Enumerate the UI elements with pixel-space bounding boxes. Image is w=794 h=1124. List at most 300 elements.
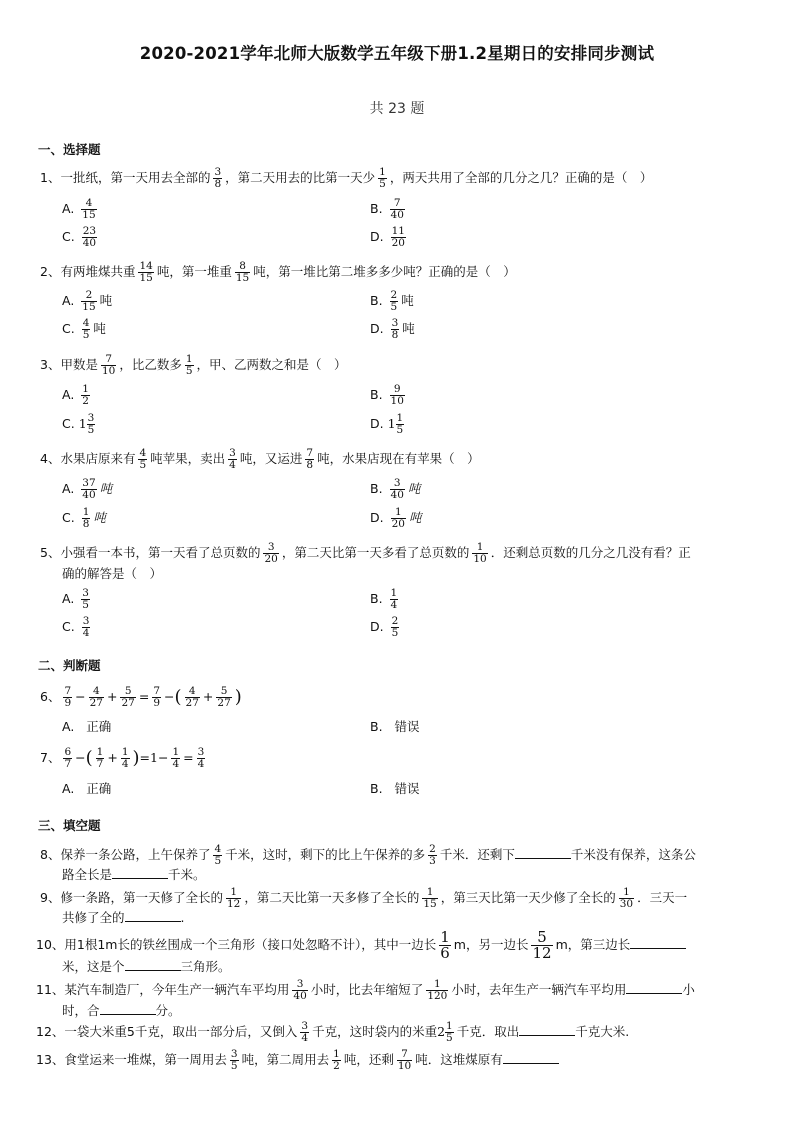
denominator: 10 <box>101 365 116 377</box>
fraction <box>391 226 406 249</box>
text-segment: 用1根1m长的铁丝围成一个三角形（接口处忽略不计），其中一边长 <box>64 937 437 952</box>
denominator: 5 <box>185 365 193 377</box>
option-a[interactable] <box>62 588 93 611</box>
fraction <box>216 686 231 709</box>
fraction <box>300 1021 309 1044</box>
denominator: 4 <box>229 459 236 471</box>
denominator: 40 <box>390 489 404 501</box>
denominator: 5 <box>446 1032 453 1044</box>
text-segment: 吨，又运进 <box>239 451 303 466</box>
fraction <box>89 686 104 709</box>
numerator: 1 <box>379 166 386 178</box>
denominator: 20 <box>391 237 405 249</box>
option-c[interactable] <box>62 226 100 249</box>
text-segment: B. <box>370 781 383 796</box>
denominator: 15 <box>423 898 437 910</box>
numerator: 9 <box>390 384 405 396</box>
denominator: 5 <box>82 599 89 611</box>
option-b[interactable] <box>370 198 408 221</box>
option-c[interactable] <box>62 318 106 341</box>
parenthesis: ( <box>85 747 93 769</box>
text-segment: C. <box>62 619 75 634</box>
numerator: 4 <box>139 447 147 459</box>
denominator: 4 <box>197 758 205 770</box>
numerator: 3 <box>292 979 307 991</box>
numerator: 3 <box>87 412 95 424</box>
answer-blank[interactable] <box>100 1002 156 1015</box>
text-segment: A. <box>62 201 75 216</box>
section-heading-choice: 一、选择题 <box>38 142 101 157</box>
fraction <box>391 507 406 530</box>
option-d[interactable] <box>370 507 421 530</box>
fraction <box>138 261 153 284</box>
text-segment: ，第二天比第一天多修了全长的 <box>244 890 420 905</box>
text-segment: 2、 <box>40 264 61 279</box>
text-segment: 正确 <box>86 781 112 796</box>
text-segment: 吨 <box>408 510 422 525</box>
text-segment: A. <box>62 719 75 734</box>
text-segment: m，另一边长 <box>453 937 529 952</box>
question-13 <box>36 1048 766 1072</box>
denominator: 30 <box>619 898 634 910</box>
text-segment: 修一条路，第一天修了全长的 <box>60 890 223 905</box>
text-segment: 13、 <box>36 1052 65 1067</box>
text-segment: 2 <box>437 1024 446 1039</box>
denominator: 8 <box>306 459 314 471</box>
denominator: 20 <box>391 518 405 530</box>
fraction <box>120 686 135 709</box>
fraction <box>230 1049 239 1072</box>
text-segment: 吨 <box>99 293 113 308</box>
option-a[interactable] <box>62 478 112 501</box>
numerator: 3 <box>263 542 278 554</box>
option-false[interactable] <box>370 717 420 735</box>
fraction <box>396 413 405 436</box>
option-b[interactable] <box>370 478 420 501</box>
fraction <box>391 318 400 341</box>
option-b[interactable] <box>370 588 401 611</box>
text-segment: 保养一条公路，上午保养了 <box>60 847 211 862</box>
question-2 <box>40 260 750 284</box>
fraction <box>445 1021 454 1044</box>
numerator: 7 <box>64 685 72 697</box>
text-segment: 1 <box>150 750 158 765</box>
answer-blank[interactable] <box>503 1051 559 1064</box>
fraction <box>185 686 200 709</box>
text-segment: ，第三天比第一天少修了全长的 <box>440 890 616 905</box>
section-heading-judge: 二、判断题 <box>38 658 101 673</box>
numerator: 37 <box>82 477 96 489</box>
numerator: 3 <box>391 317 399 329</box>
denominator: 27 <box>185 697 199 709</box>
numerator: 2 <box>390 289 398 301</box>
text-segment: 吨 <box>99 481 113 496</box>
text-segment: 吨，还剩 <box>343 1052 394 1067</box>
fraction <box>197 747 206 770</box>
numerator: 3 <box>230 1048 238 1060</box>
text-segment: 1 <box>387 416 396 431</box>
fraction <box>138 448 147 471</box>
numerator: 3 <box>229 447 236 459</box>
text-segment: D. <box>370 416 384 431</box>
numerator: 7 <box>153 685 161 697</box>
text-segment: 甲数是 <box>60 357 98 372</box>
denominator: 5 <box>391 627 399 639</box>
text-segment: A. <box>62 387 75 402</box>
text-segment: 路全长是 <box>62 867 113 882</box>
option-b[interactable] <box>370 384 408 407</box>
text-segment: 三角形。 <box>180 959 231 974</box>
numerator: 1 <box>82 506 90 518</box>
text-segment: 11、 <box>36 982 65 997</box>
question-1 <box>40 166 750 190</box>
answer-blank[interactable] <box>519 1023 575 1036</box>
text-segment: ，比乙数多 <box>119 357 182 372</box>
parenthesis: ( <box>174 686 182 708</box>
denominator: 10 <box>473 553 487 565</box>
denominator: 7 <box>64 758 72 770</box>
denominator: 5 <box>139 459 147 471</box>
fraction <box>390 478 405 501</box>
fraction <box>152 686 161 709</box>
text-segment: 吨 <box>407 481 421 496</box>
numerator: 1 <box>440 928 450 946</box>
question-5-line-2 <box>62 562 662 586</box>
fraction <box>96 747 105 770</box>
fraction <box>397 1049 412 1072</box>
numerator: 1 <box>121 746 129 758</box>
numerator: 3 <box>82 587 89 599</box>
text-segment: 5、 <box>40 545 61 560</box>
denominator: 15 <box>235 272 250 284</box>
denominator: 4 <box>82 627 90 639</box>
text-segment: C. <box>62 416 75 431</box>
text-segment: B. <box>370 293 383 308</box>
text-segment: 吨 <box>401 293 414 308</box>
fraction <box>82 616 91 639</box>
denominator: 7 <box>96 758 104 770</box>
option-a[interactable] <box>62 384 93 407</box>
text-segment: ．三天一 <box>637 890 688 905</box>
denominator: 2 <box>333 1060 340 1072</box>
text-segment: 某汽车制造厂，今年生产一辆汽车平均用 <box>64 982 290 997</box>
text-segment: 4、 <box>40 451 61 466</box>
denominator: 12 <box>532 944 552 962</box>
question-4 <box>40 447 750 471</box>
denominator: 15 <box>82 209 96 221</box>
text-segment: C. <box>62 229 75 244</box>
numerator: 14 <box>139 260 153 272</box>
option-c[interactable] <box>62 413 98 436</box>
numerator: 1 <box>390 587 398 599</box>
text-segment: 水果店原来有 <box>60 451 136 466</box>
denominator: 8 <box>82 518 90 530</box>
numerator: 3 <box>301 1020 309 1032</box>
text-segment: 6、 <box>40 689 61 704</box>
fraction <box>228 448 237 471</box>
fraction <box>63 747 72 770</box>
denominator: 5 <box>396 424 404 436</box>
text-segment: 千米，这时，剩下的比上午保养的多 <box>225 847 426 862</box>
denominator: 10 <box>390 395 404 407</box>
numerator: 8 <box>235 261 250 273</box>
text-segment: 10、 <box>36 937 65 952</box>
option-a[interactable] <box>62 290 112 313</box>
numerator: 1 <box>226 887 241 899</box>
numerator: 4 <box>89 686 104 698</box>
text-segment: 小时，去年生产一辆汽车平均用 <box>451 982 627 997</box>
fraction <box>81 384 90 407</box>
text-segment: ，第二天比第一天多看了总页数的 <box>281 545 470 560</box>
text-segment: 1 <box>78 416 87 431</box>
text-segment: 12、 <box>36 1024 65 1039</box>
denominator: 2 <box>82 395 89 407</box>
fraction <box>82 318 91 341</box>
numerator: 3 <box>214 166 222 178</box>
denominator: 15 <box>139 272 153 284</box>
numerator: 3 <box>390 478 405 490</box>
fraction <box>81 588 90 611</box>
text-segment: 小时，比去年缩短了 <box>310 982 424 997</box>
text-segment: 小强看一本书，第一天看了总页数的 <box>60 545 261 560</box>
text-segment: C. <box>62 321 75 336</box>
fraction <box>390 384 405 407</box>
fraction <box>390 588 399 611</box>
text-segment: B. <box>370 481 383 496</box>
fraction <box>121 747 130 770</box>
fraction <box>235 261 250 284</box>
numerator: 7 <box>101 354 116 366</box>
text-segment: 吨，水果店现在有苹果（ ） <box>317 451 480 466</box>
denominator: 40 <box>82 237 97 249</box>
text-segment: 米，这是个 <box>62 959 125 974</box>
numerator: 5 <box>216 686 231 698</box>
numerator: 2 <box>391 615 399 627</box>
text-segment: 吨 <box>93 321 106 336</box>
denominator: 5 <box>379 178 386 190</box>
fraction <box>63 686 72 709</box>
numerator: 23 <box>82 225 97 237</box>
numerator: 7 <box>390 198 405 210</box>
text-segment: 小 <box>682 982 695 997</box>
text-segment: A. <box>62 781 75 796</box>
text-segment: 8、 <box>40 847 61 862</box>
text-segment: 千米。 <box>168 867 206 882</box>
text-segment: A. <box>62 591 75 606</box>
option-a[interactable] <box>62 198 100 221</box>
option-c[interactable] <box>62 507 106 530</box>
fraction <box>81 478 96 501</box>
text-segment: 食堂运来一堆煤，第一周用去 <box>64 1052 227 1067</box>
question-text: 一批纸，第一天用去全部的 <box>60 170 211 185</box>
option-true[interactable] <box>62 779 111 797</box>
answer-blank[interactable] <box>112 866 168 879</box>
denominator: 4 <box>301 1032 309 1044</box>
denominator: 27 <box>89 697 103 709</box>
option-b[interactable] <box>370 290 414 313</box>
question-6: 6、 $\frac{7}{9}$ − $\frac{4}{27}$ + $\frac{5}{27}$ = $\frac{7}{9}$ −( $\frac{4}{27}$ + $\frac{5}{27}$ ) <box>40 685 242 709</box>
text-segment: 错误 <box>394 781 420 796</box>
fraction <box>390 290 399 313</box>
fraction <box>390 198 405 221</box>
text-segment: B. <box>370 591 383 606</box>
answer-blank[interactable] <box>626 981 682 994</box>
numerator: 6 <box>64 746 72 758</box>
fraction <box>213 167 222 190</box>
denominator: 27 <box>217 697 231 709</box>
text-segment: D. <box>370 510 384 525</box>
text-segment: 3、 <box>40 357 61 372</box>
denominator: 4 <box>121 758 129 770</box>
option-false[interactable] <box>370 779 420 797</box>
numerator: 2 <box>429 843 436 855</box>
parenthesis: ) <box>132 747 140 769</box>
fraction <box>101 354 116 377</box>
answer-blank[interactable] <box>125 909 181 922</box>
text-segment: D. <box>370 229 384 244</box>
text-segment: ，甲、乙两数之和是（ ） <box>196 357 347 372</box>
question-12 <box>36 1020 766 1044</box>
option-c[interactable] <box>62 616 93 639</box>
option-d[interactable] <box>370 616 402 639</box>
text-segment: 确的解答是（ ） <box>62 566 163 581</box>
text-segment: 吨，第一堆重 <box>156 264 232 279</box>
text-segment: 千米没有保养，这条公 <box>570 847 696 862</box>
text-segment: 千克，这时袋内的米重 <box>312 1024 438 1039</box>
text-segment: 吨 <box>93 510 106 525</box>
text-segment: A. <box>62 293 75 308</box>
numerator: 4 <box>185 686 200 698</box>
fraction <box>87 413 96 436</box>
text-segment: 时，合 <box>62 1003 100 1018</box>
answer-blank[interactable] <box>125 958 181 971</box>
fraction <box>171 747 180 770</box>
numerator: 1 <box>446 1020 453 1032</box>
denominator: 120 <box>427 990 448 1002</box>
numerator: 5 <box>120 686 135 698</box>
numerator: 3 <box>197 746 205 758</box>
text-segment: 错误 <box>394 719 420 734</box>
text-segment: 吨苹果，卖出 <box>150 451 226 466</box>
option-d[interactable] <box>370 413 407 436</box>
text-segment: 千米．还剩下 <box>439 847 515 862</box>
text-segment: 分。 <box>155 1003 181 1018</box>
denominator: 5 <box>390 301 398 313</box>
denominator: 27 <box>121 697 135 709</box>
numerator: 1 <box>396 412 404 424</box>
numerator: 2 <box>81 290 96 302</box>
denominator: 40 <box>82 489 96 501</box>
numerator: 4 <box>81 198 96 210</box>
question-9-line-2 <box>62 906 662 930</box>
option-d[interactable] <box>370 318 415 341</box>
question-text: ，第二天用去的比第一天少 <box>225 170 376 185</box>
document-title: 2020-2021学年北师大版数学五年级下册1.2星期日的安排同步测试 <box>139 44 655 63</box>
numerator: 1 <box>185 353 193 365</box>
fraction <box>81 198 96 221</box>
text-segment: 千克．取出 <box>456 1024 520 1039</box>
text-segment: A. <box>62 481 75 496</box>
numerator: 1 <box>391 507 406 519</box>
numerator: 1 <box>472 542 487 554</box>
numerator: 1 <box>619 887 634 899</box>
answer-blank[interactable] <box>630 936 686 949</box>
numerator: 4 <box>82 317 90 329</box>
numerator: 1 <box>82 383 89 395</box>
denominator: 5 <box>87 424 95 436</box>
denominator: 15 <box>82 301 96 313</box>
option-true[interactable] <box>62 717 111 735</box>
denominator: 8 <box>391 329 399 341</box>
denominator: 10 <box>397 1060 412 1072</box>
text-segment: 吨，第一堆比第二堆多多少吨？正确的是（ ） <box>253 264 516 279</box>
option-d[interactable] <box>370 226 409 249</box>
denominator: 5 <box>214 855 222 867</box>
numerator: 7 <box>397 1049 412 1061</box>
numerator: 3 <box>82 615 90 627</box>
question-text: ，两天共用了全部的几分之几？正确的是（ ） <box>389 170 653 185</box>
denominator: 4 <box>172 758 180 770</box>
denominator: 3 <box>429 855 436 867</box>
fraction <box>332 1049 341 1072</box>
question-count: 共 23 题 <box>369 101 425 117</box>
denominator: 5 <box>230 1060 238 1072</box>
numerator: 1 <box>333 1048 340 1060</box>
text-segment: ．还剩总页数的几分之几没有看？正 <box>490 545 691 560</box>
text-segment: 共修了全的 <box>62 910 125 925</box>
numerator: 1 <box>172 746 180 758</box>
text-segment: 正确 <box>86 719 112 734</box>
text-segment: m，第三边长 <box>555 937 631 952</box>
fraction <box>378 167 387 190</box>
answer-blank[interactable] <box>515 846 571 859</box>
numerator: 11 <box>391 225 405 237</box>
fraction <box>391 616 400 639</box>
fraction <box>305 448 314 471</box>
text-segment: 7、 <box>40 750 61 765</box>
denominator: 5 <box>82 329 90 341</box>
text-segment: 千克大米. <box>575 1024 630 1039</box>
denominator: 4 <box>390 599 398 611</box>
text-segment: B. <box>370 387 383 402</box>
text-segment: C. <box>62 510 75 525</box>
numerator: 4 <box>214 843 222 855</box>
question-3 <box>40 353 750 377</box>
text-segment: 9、 <box>40 890 61 905</box>
denominator: 12 <box>226 898 241 910</box>
denominator: 6 <box>440 944 450 962</box>
text-segment: 有两堆煤共重 <box>60 264 136 279</box>
question-7: 7、 $\frac{6}{7}$ −( $\frac{1}{7}$ + $\frac{1}{4}$ )=1− $\frac{1}{4}$ = $\frac{3}{4}$ <box>40 746 205 770</box>
numerator: 1 <box>426 979 448 991</box>
fraction <box>185 354 194 377</box>
numerator: 7 <box>306 447 314 459</box>
parenthesis: ) <box>234 686 242 708</box>
text-segment: 吨 <box>402 321 415 336</box>
question-8-line-2 <box>62 863 662 887</box>
text-segment: . <box>180 910 185 925</box>
text-segment: 一袋大米重5千克，取出一部分后，又倒入 <box>64 1024 298 1039</box>
text-segment: B. <box>370 719 383 734</box>
fraction <box>82 226 97 249</box>
denominator: 9 <box>153 697 161 709</box>
denominator: 40 <box>293 990 307 1002</box>
numerator: 1 <box>422 887 437 899</box>
denominator: 20 <box>264 553 278 565</box>
fraction <box>82 507 91 530</box>
text-segment: 吨，第二周用去 <box>241 1052 330 1067</box>
numerator: 5 <box>531 930 552 946</box>
